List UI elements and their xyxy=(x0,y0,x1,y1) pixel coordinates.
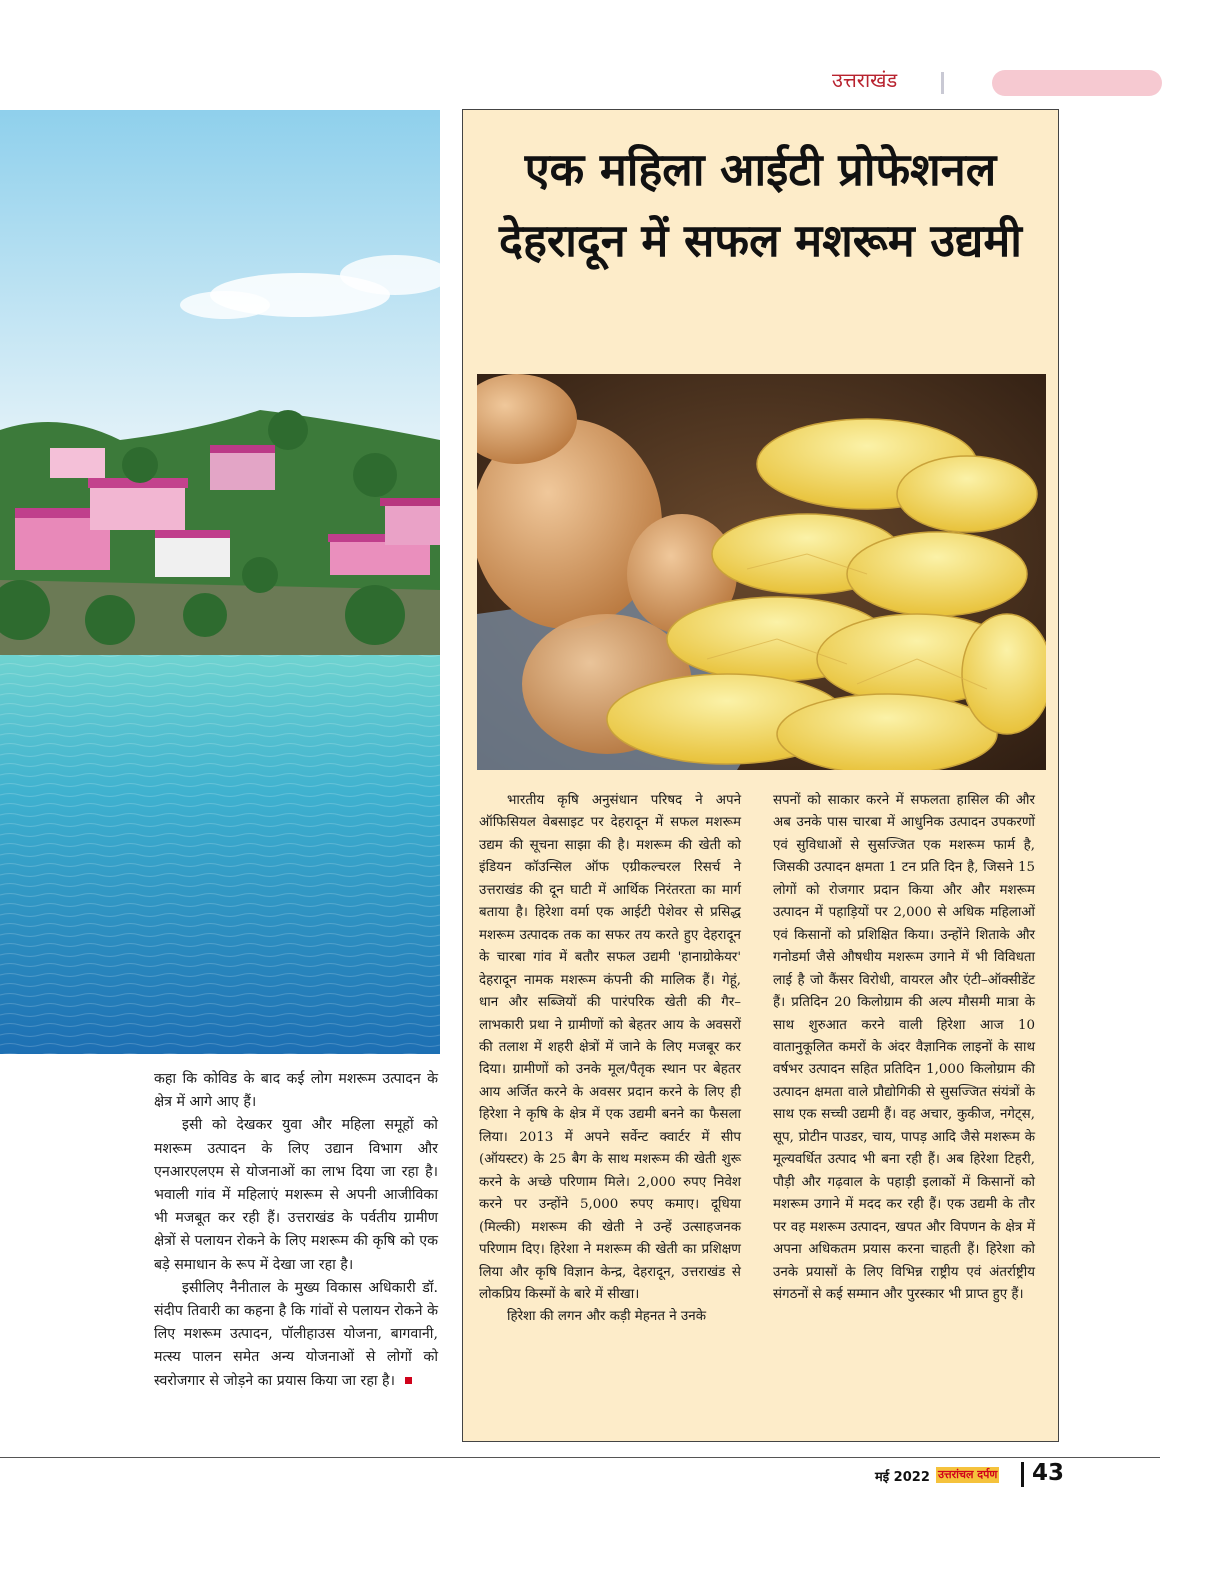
article-paragraph: भारतीय कृषि अनुसंधान परिषद ने अपने ऑफिसियल वेबसाइट पर देहरादून में सफल मशरूम उद्यम की सूचना साझा की है। मशरूम की खेती को इंडियन कॉउन्सिल ऑफ एग्रीकल्चरल रिसर्च ने उत्तराखंड की दून घाटी में आर्थिक निरंतरता का मार्ग बताया है। हिरेशा वर्मा एक आईटी पेशेवर से प्रसिद्ध मशरूम उत्पादक तक का सफर तय करते हुए देहरादून के चारबा गांव में बतौर सफल उद्यमी 'हानाग्रोकेयर' देहरादून नामक मशरूम कंपनी की मालिक हैं। गेहूं, धान और सब्जियों की पारंपरिक खेती की गैर–लाभकारी प्रथा ने ग्रामीणों को बेहतर आय के अवसरों की तलाश में शहरी क्षेत्रों में जाने के लिए मजबूर कर दिया। ग्रामीणों को उनके मूल/पैतृक स्थान पर बेहतर आय अर्जित करने के अवसर प्रदान करने के लिए ही हिरेशा ने कृषि के क्षेत्र में एक उद्यमी बनने का फैसला लिया। 2013 में अपने सर्वेन्ट क्वार्टर में सीप (ऑयस्टर) के 25 बैग के साथ मशरूम की खेती शुरू करने के अच्छे परिणाम मिले। 2,000 रुपए निवेश करने पर उन्होंने 5,000 रुपए कमाए। दूधिया (मिल्की) मशरूम की खेती ने उन्हें उत्साहजनक परिणाम दिए। हिरेशा ने मशरूम की खेती का प्रशिक्षण लिया और कृषि विज्ञान केन्द्र, देहरादून, उत्तराखंड से लोकप्रिय किस्मों के बारे में सीखा। xyxy=(479,793,741,1302)
footer-rule xyxy=(0,1457,1160,1458)
header-pill-decoration xyxy=(992,70,1162,96)
mushroom-photo xyxy=(477,374,1046,770)
oyster-mushroom-illustration xyxy=(477,374,1046,770)
section-label: उत्तराखंड xyxy=(832,68,898,92)
left-paragraph xyxy=(154,1277,438,1393)
end-of-article-mark xyxy=(405,1377,412,1384)
publication-logo: उत्तरांचल दर्पण xyxy=(938,1468,998,1481)
article-headline: एक महिला आईटी प्रोफेशनल देहरादून में सफल मशरूम उद्यमी xyxy=(499,143,1022,267)
footer-divider xyxy=(1021,1462,1024,1487)
left-paragraph-text: इसीलिए नैनीताल के मुख्य विकास अधिकारी डॉ. संदीप तिवारी का कहना है कि गांवों से पलायन रोकने के लिए मशरूम उत्पादन, पॉलीहाउस योजना, बागवानी, मत्स्य पालन समेत अन्य योजनाओं से लोगों को स्वरोजगार से जोड़ने का प्रयास किया जा रहा है। xyxy=(154,1279,438,1389)
lake-town-illustration xyxy=(0,110,440,1054)
feature-box xyxy=(462,109,1059,1442)
article-column-1 xyxy=(479,790,741,1329)
left-text-column xyxy=(154,1068,438,1393)
left-paragraph: इसी को देखकर युवा और महिला समूहों को मशरूम उत्पादन के लिए उद्यान विभाग और एनआरएलएम से योजनाओं का लाभ दिया जा रहा है। भवाली गांव में महिलाएं मशरूम से अपनी आजीविका भी मजबूत कर रही हैं। उत्तराखंड के पर्वतीय ग्रामीण क्षेत्रों से पलायन रोकने के लिए मशरूम की कृषि को एक बड़े समाधान के रूप में देखा जा रहा है। xyxy=(154,1117,438,1273)
issue-date: मई 2022 xyxy=(875,1470,930,1485)
article-paragraph: सपनों को साकार करने में सफलता हासिल की और अब उनके पास चारबा में आधुनिक उत्पादन उपकरणों एवं सुविधाओं से सुसज्जित एक मशरूम फार्म है, जिसकी उत्पादन क्षमता 1 टन प्रति दिन है, जिसने 15 लोगों को रोजगार प्रदान किया और और मशरूम उत्पादन में पहाड़ियों पर 2,000 से अधिक महिलाओं एवं किसानों को प्रशिक्षित किया। उन्होंने शिताके और गनोडर्मा जैसे औषधीय मशरूम उगाने में भी विविधता लाई है जो कैंसर विरोधी, वायरल और एंटी–ऑक्सीडेंट हैं। प्रतिदिन 20 किलोग्राम की अल्प मौसमी मात्रा के साथ शुरुआत करने वाली हिरेशा आज 10 वातानुकूलित कमरों के अंदर वैज्ञानिक लाइनों के साथ वर्षभर उत्पादन सहित प्रतिदिन 1,000 किलोग्राम की उत्पादन क्षमता वाले प्रौद्योगिकी से सुसज्जित संयंत्रों के साथ एक सच्ची उद्यमी हैं। वह अचार, कुकीज, नगेट्स, सूप, प्रोटीन पाउडर, चाय, पापड़ आदि जैसे मशरूम के मूल्यवर्धित उत्पाद भी बना रही हैं। अब हिरेशा टिहरी, पौड़ी और गढ़वाल के पहाड़ी इलाकों में किसानों को मशरूम उगाने में मदद कर रही हैं। एक उद्यमी के तौर पर वह मशरूम उत्पादन, खपत और विपणन के क्षेत्र में अपना अधिकतम प्रयास करना चाहती हैं। हिरेशा को उनके प्रयासों के लिए विभिन्न राष्ट्रीय एवं अंतर्राष्ट्रीय संगठनों से कई सम्मान और पुरस्कार भी प्राप्त हुए हैं। xyxy=(773,793,1035,1302)
lake-town-photo xyxy=(0,110,440,1054)
article-paragraph: हिरेशा की लगन और कड़ी मेहनत ने उनके xyxy=(507,1309,706,1325)
header-divider xyxy=(941,72,944,94)
page-number: 43 xyxy=(1032,1460,1065,1486)
article-column-2 xyxy=(773,790,1035,1306)
left-paragraph: कहा कि कोविड के बाद कई लोग मशरूम उत्पादन के क्षेत्र में आगे आए हैं। xyxy=(154,1071,438,1111)
